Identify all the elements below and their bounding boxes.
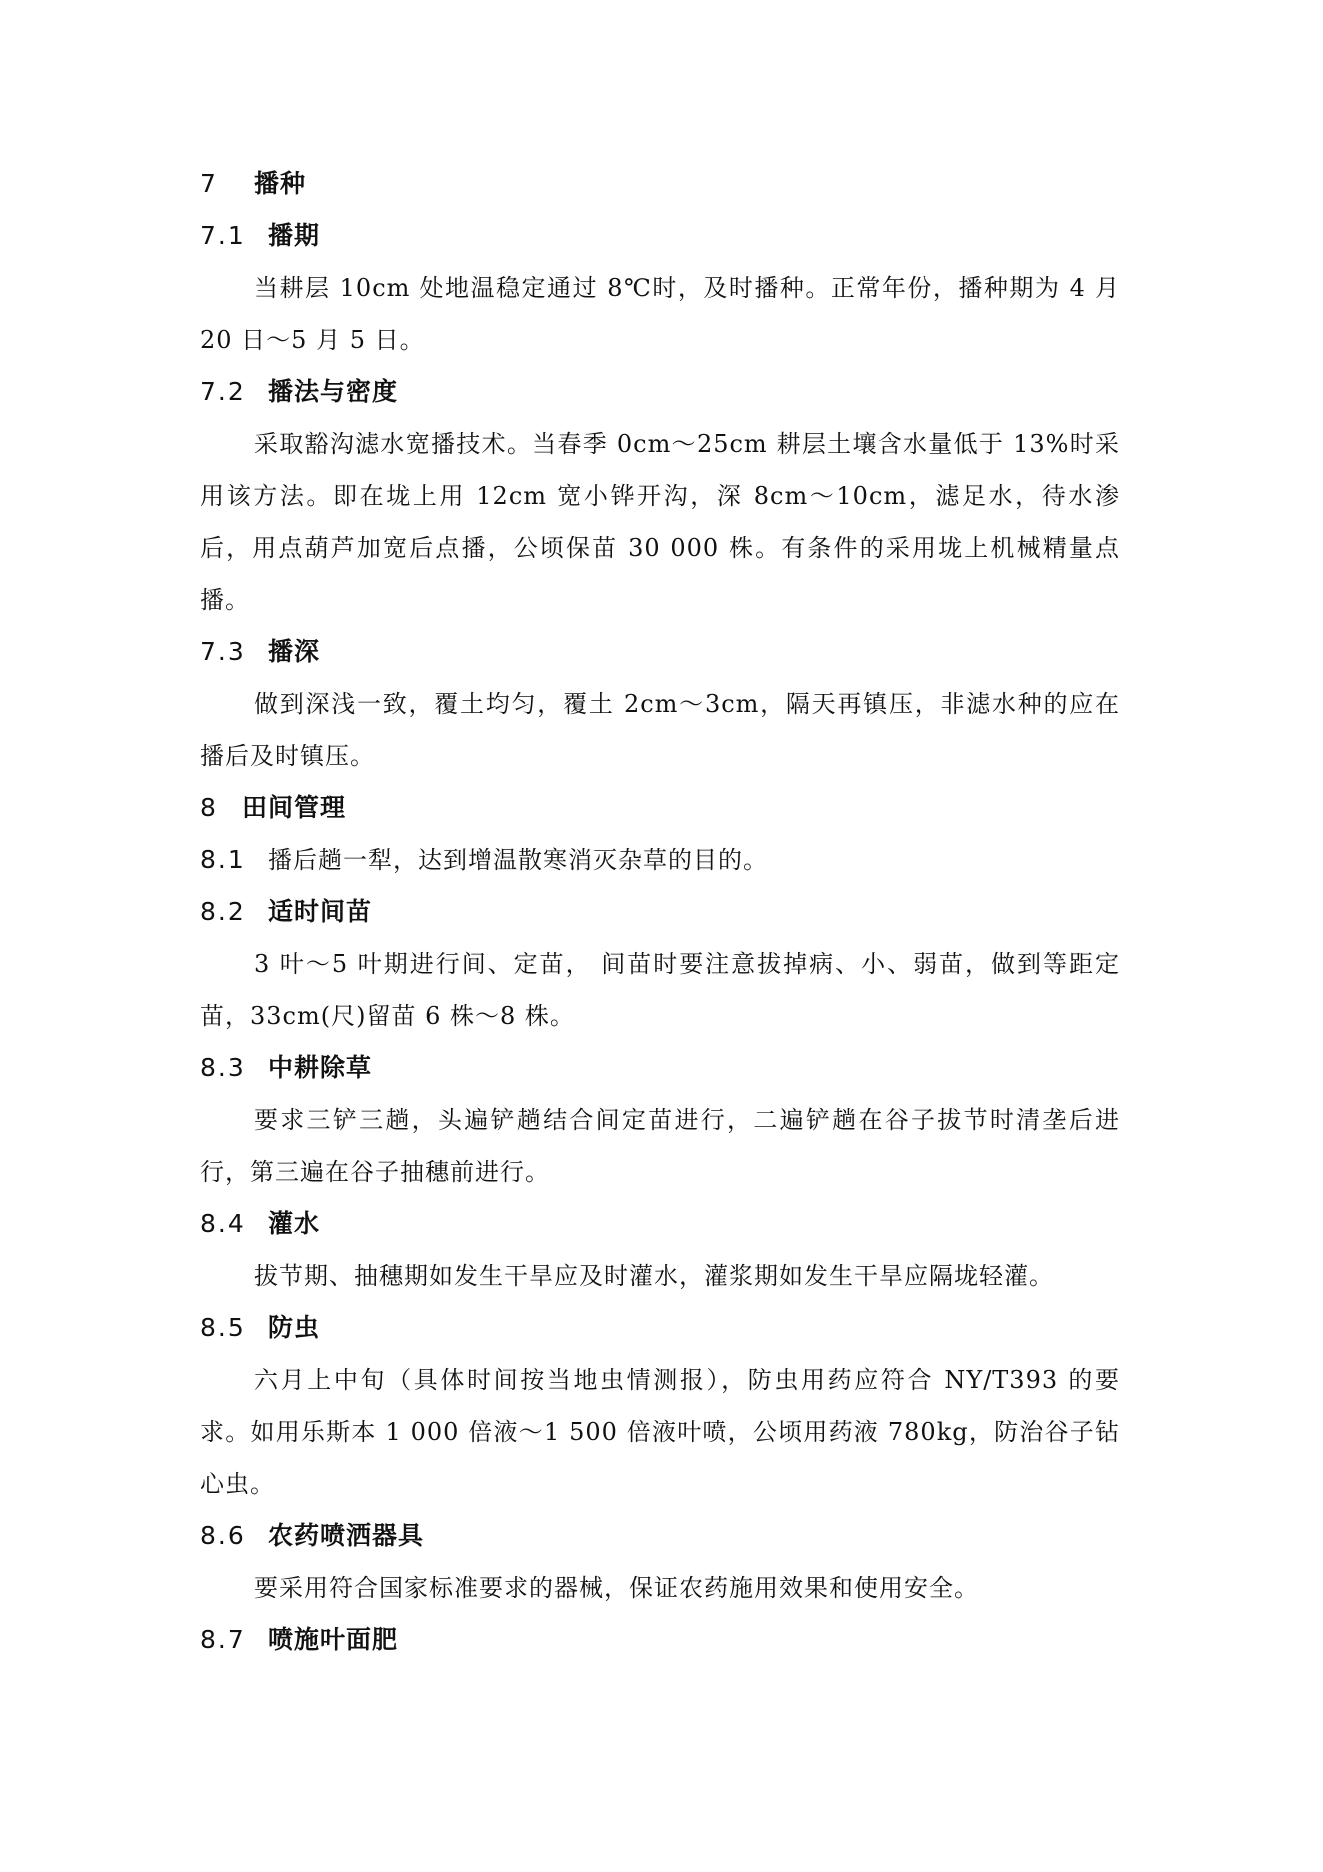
section-number: 8.2 [200, 897, 246, 926]
section-title: 播期 [268, 221, 321, 250]
section-8-3-paragraph: 要求三铲三趟，头遍铲趟结合间定苗进行，二遍铲趟在谷子拔节时清垄后进行，第三遍在谷子抽穗前进行。 [200, 1106, 1120, 1186]
section-number: 8 [200, 793, 217, 822]
section-7-2-heading [200, 366, 1120, 418]
section-8-6-paragraph: 要采用符合国家标准要求的器械，保证农药施用效果和使用安全。 [254, 1574, 979, 1602]
section-7-heading [200, 158, 1120, 210]
section-8-4-paragraph: 拔节期、抽穗期如发生干旱应及时灌水，灌浆期如发生干旱应隔垅轻灌。 [254, 1262, 1054, 1290]
section-title: 中耕除草 [268, 1053, 373, 1082]
section-8-5-paragraph: 六月上中旬（具体时间按当地虫情测报），防虫用药应符合 NY/T393 的要求。如用乐斯本 1 000 倍液～1 500 倍液叶喷，公顷用药液 780kg，防治谷子钻心虫。 [200, 1366, 1120, 1498]
section-title: 播种 [254, 169, 307, 198]
section-title: 播法与密度 [268, 377, 399, 406]
section-number: 7.2 [200, 377, 246, 406]
document-body [200, 158, 1120, 1666]
section-number: 7.1 [200, 221, 246, 250]
section-title: 防虫 [268, 1313, 321, 1342]
section-number: 8.6 [200, 1521, 246, 1550]
section-8-5-heading [200, 1302, 1120, 1354]
section-8-heading [200, 782, 1120, 834]
section-number: 8.1 [200, 845, 246, 874]
section-8-2-heading [200, 886, 1120, 938]
section-7-1-heading [200, 210, 1120, 262]
section-title: 灌水 [268, 1209, 321, 1238]
section-8-2-paragraph: 3 叶～5 叶期进行间、定苗， 间苗时要注意拔掉病、小、弱苗，做到等距定苗，33cm(尺)留苗 6 株～8 株。 [200, 950, 1120, 1030]
section-7-3-paragraph: 做到深浅一致，覆土均匀，覆土 2cm～3cm，隔天再镇压，非滤水种的应在播后及时镇压。 [200, 690, 1120, 770]
section-title: 喷施叶面肥 [268, 1625, 399, 1654]
section-8-3-heading [200, 1042, 1120, 1094]
section-number: 8.3 [200, 1053, 246, 1082]
section-7-3-heading [200, 626, 1120, 678]
section-number: 8.7 [200, 1625, 246, 1654]
section-text: 播后趟一犁，达到增温散寒消灭杂草的目的。 [268, 846, 768, 874]
section-7-2-paragraph: 采取豁沟滤水宽播技术。当春季 0cm～25cm 耕层土壤含水量低于 13%时采用该方法。即在垅上用 12cm 宽小铧开沟，深 8cm～10cm，滤足水，待水渗后，用点葫芦加宽后点播，公顷保苗 30 000 株。有条件的采用垅上机械精量点播。 [200, 430, 1120, 614]
section-number: 8.5 [200, 1313, 246, 1342]
section-8-6-heading [200, 1510, 1120, 1562]
section-title: 适时间苗 [268, 897, 373, 926]
section-8-7-heading [200, 1614, 1120, 1666]
section-title: 田间管理 [242, 793, 347, 822]
section-8-4-heading [200, 1198, 1120, 1250]
section-title: 农药喷洒器具 [268, 1521, 425, 1550]
section-number: 7.3 [200, 637, 246, 666]
section-8-1-item [200, 834, 1120, 886]
section-title: 播深 [268, 637, 321, 666]
section-7-1-paragraph: 当耕层 10cm 处地温稳定通过 8℃时，及时播种。正常年份，播种期为 4 月 20 日～5 月 5 日。 [200, 274, 1120, 354]
section-number: 7 [200, 169, 217, 198]
section-number: 8.4 [200, 1209, 246, 1238]
